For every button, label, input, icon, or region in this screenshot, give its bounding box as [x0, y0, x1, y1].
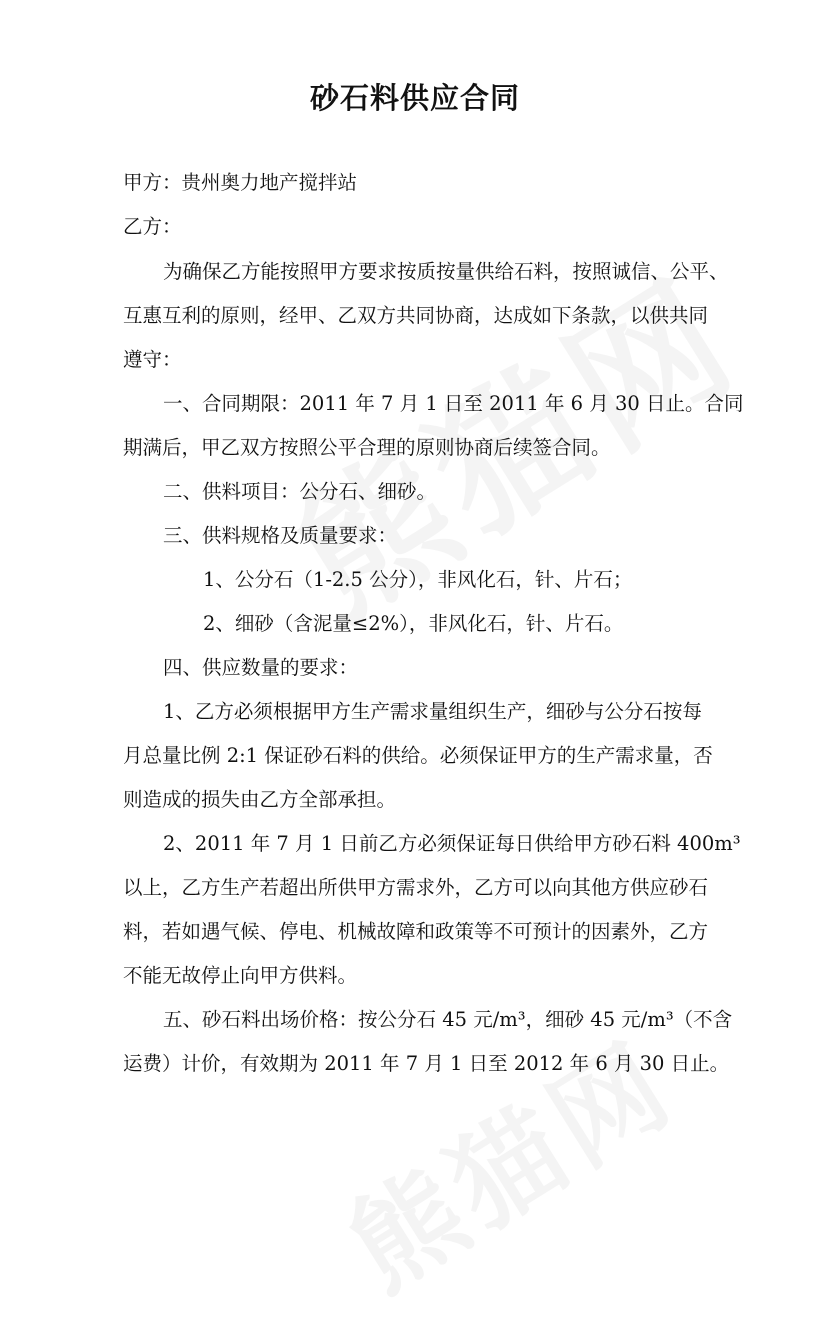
preamble-line-1: 为确保乙方能按照甲方要求按质按量供给石料，按照诚信、公平、: [163, 260, 729, 283]
clause-3-item-2: 2、细砂（含泥量≤2%），非风化石，针、片石。: [203, 612, 624, 635]
clause-4-item-2-line-2: 以上，乙方生产若超出所供甲方需求外，乙方可以向其他方供应砂石: [123, 876, 709, 899]
watermark-graphic-bottom: [315, 998, 699, 1320]
party-a-line: 甲方：贵州奥力地产搅拌站: [123, 171, 358, 194]
clause-3-item-1: 1、公分石（1-2.5 公分），非风化石，针、片石；: [203, 568, 633, 591]
clause-4-heading: 四、供应数量的要求：: [163, 656, 359, 679]
clause-4-item-1-line-1: 1、乙方必须根据甲方生产需求量组织生产，细砂与公分石按每: [163, 700, 702, 723]
party-b-line: 乙方：: [123, 215, 182, 238]
clause-5-line-2: 运费）计价，有效期为 2011 年 7 月 1 日至 2012 年 6 月 30 日止。: [123, 1052, 730, 1075]
clause-4-item-2-line-1: 2、2011 年 7 月 1 日前乙方必须保证每日供给甲方砂石料 400m³: [163, 832, 741, 855]
clause-3-heading: 三、供料规格及质量要求：: [163, 524, 398, 547]
clause-1-line-2: 期满后，甲乙双方按照公平合理的原则协商后续签合同。: [123, 436, 611, 459]
document-title: 砂石料供应合同: [309, 81, 520, 115]
preamble-line-3: 遵守：: [123, 348, 182, 371]
clause-4-item-1-line-2: 月总量比例 2:1 保证砂石料的供给。必须保证甲方的生产需求量，否: [123, 744, 713, 767]
preamble-line-2: 互惠互利的原则，经甲、乙双方共同协商，达成如下条款，以供共同: [123, 304, 709, 327]
clause-5-line-1: 五、砂石料出场价格：按公分石 45 元/m³，细砂 45 元/m³（不含: [163, 1008, 733, 1031]
clause-4-item-1-line-3: 则造成的损失由乙方全部承担。: [123, 788, 397, 811]
clause-4-item-2-line-3: 料，若如遇气候、停电、机械故障和政策等不可预计的因素外，乙方: [123, 920, 709, 943]
clause-4-item-2-line-4: 不能无故停止向甲方供料。: [123, 964, 358, 987]
clause-1-line-1: 一、合同期限：2011 年 7 月 1 日至 2011 年 6 月 30 日止。合同: [163, 392, 744, 415]
clause-2-line: 二、供料项目：公分石、细砂。: [163, 480, 437, 503]
